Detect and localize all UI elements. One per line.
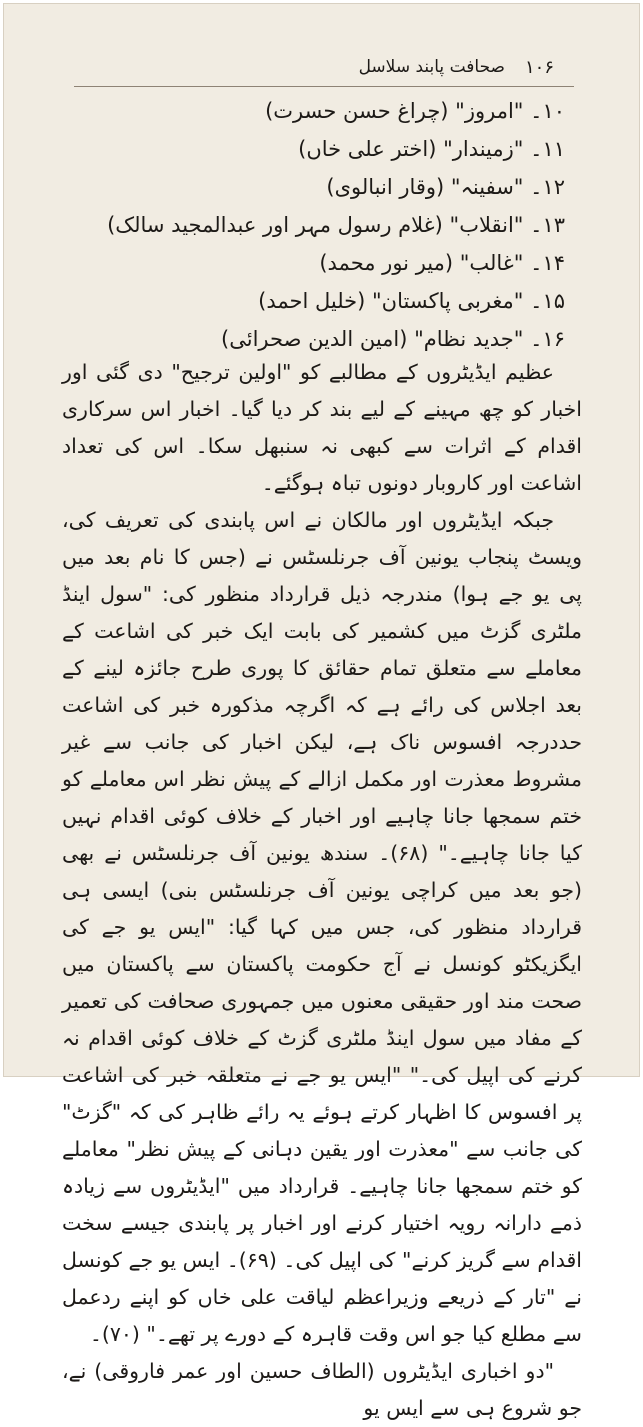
list-item: ۱۰۔ "امروز" (چراغ حسن حسرت) (265, 99, 565, 123)
page-header (354, 52, 554, 82)
paragraph: جبکہ ایڈیٹروں اور مالکان نے اس پابندی کی تعریف کی، ویسٹ پنجاب یونین آف جرنلسٹس نے (جس کا نام بعد میں پی یو جے ہوا) مندرجہ ذیل قرارداد منظور کی: "سول اینڈ ملٹری گزٹ میں کشمیر کی بابت ایک خبر کی اشاعت کے معاملے سے متعلق تمام حقائق کا پوری طرح جائزہ لینے کے بعد اجلاس کی رائے ہے کہ اگرچہ مذکورہ خبر کی اشاعت حددرجہ افسوس ناک ہے، لیکن اخبار کی جانب سے غیر مشروط معذرت اور مکمل ازالے کے پیش نظر اس معاملے کو ختم سمجھا جانا چاہیے اور اخبار کے خلاف کوئی اقدام نہیں کیا جانا چاہیے۔" (۶۸)۔ سندھ یونین آف جرنلسٹس نے بھی (جو بعد میں کراچی یونین آف جرنلسٹس بنی) ایسی ہی قرارداد منظور کی، جس میں کہا گیا: "ایس یو جے کی ایگزیکٹو کونسل نے آج حکومت پاکستان سے پاکستان میں صحت مند اور حقیقی معنوں میں جمہوری صحافت کی تعمیر کے مفاد میں سول اینڈ ملٹری گزٹ کے خلاف کوئی اقدام نہ کرنے کی اپیل کی۔" "ایس یو جے نے متعلقہ خبر کی اشاعت پر افسوس کا اظہار کرتے ہوئے یہ رائے ظاہر کی کہ "گزٹ" کی جانب سے "معذرت اور یقین دہانی کے پیش نظر" معاملے کو ختم سمجھا جانا چاہیے۔ قرارداد میں "ایڈیٹروں سے زیادہ ذمے دارانہ رویہ اختیار کرنے اور اخبار پر پابندی جیسے سخت اقدام سے گریز کرنے" کی اپیل کی۔ (۶۹)۔ ایس یو جے کونسل نے "تار کے ذریعے وزیراعظم لیاقت علی خاں کو اپنے ردعمل سے مطلع کیا جو اس وقت قاہرہ کے دورے پر تھے۔" (۷۰)۔ (62, 508, 582, 1346)
body-text (62, 354, 582, 1427)
list-item: ۱۱۔ "زمیندار" (اختر علی خاں) (298, 137, 565, 161)
list-item: ۱۲۔ "سفینہ" (وقار انبالوی) (326, 175, 565, 199)
header-rule (74, 86, 574, 87)
page-number: ۱۰۶ (524, 56, 554, 78)
list-item: ۱۶۔ "جدید نظام" (امین الدین صحرائی) (221, 327, 565, 351)
newspaper-editor-list (107, 92, 565, 358)
paragraph: عظیم ایڈیٹروں کے مطالبے کو "اولین ترجیح" دی گئی اور اخبار کو چھ مہینے کے لیے بند کر دیا گیا۔ اخبار اس سرکاری اقدام کے اثرات سے کبھی نہ سنبھل سکا۔ اس کی تعداد اشاعت اور کاروبار دونوں تباہ ہوگئے۔ (62, 360, 582, 495)
paragraph: "دو اخباری ایڈیٹروں (الطاف حسین اور عمر فاروقی) نے، جو شروع ہی سے ایس یو (62, 1359, 582, 1420)
list-item: ۱۴۔ "غالب" (میر نور محمد) (319, 251, 565, 275)
running-title: صحافت پابند سلاسل (358, 57, 505, 77)
list-item: ۱۳۔ "انقلاب" (غلام رسول مہر اور عبدالمجید سالک) (107, 213, 565, 237)
book-page (3, 3, 640, 1420)
list-item: ۱۵۔ "مغربی پاکستان" (خلیل احمد) (258, 289, 565, 313)
